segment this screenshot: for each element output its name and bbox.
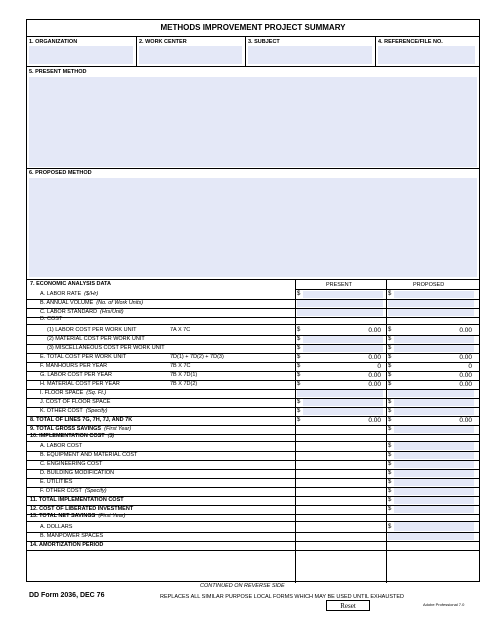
row-b-proposed-field[interactable] bbox=[388, 300, 474, 307]
row-i-present-field[interactable] bbox=[297, 390, 383, 397]
row-k-present-dollar: $ bbox=[297, 408, 301, 414]
row-a-label bbox=[40, 291, 98, 297]
row-r14 bbox=[27, 541, 479, 550]
row-g-proposed-amount[interactable]: 0.00 bbox=[459, 372, 472, 379]
row-e-proposed-amount[interactable]: 0.00 bbox=[459, 354, 472, 361]
row-r14-label bbox=[30, 542, 103, 548]
row-r9-proposed-field[interactable] bbox=[394, 426, 474, 433]
subject-cell bbox=[246, 37, 376, 67]
row-d-name: D. COST bbox=[40, 316, 63, 322]
row-j-proposed-dollar: $ bbox=[388, 399, 392, 405]
row-c-present-field[interactable] bbox=[297, 309, 383, 316]
row-j bbox=[27, 398, 479, 407]
row-d3-name: (3) MISCELLANEOUS COST PER WORK UNIT bbox=[47, 345, 165, 351]
row-g-present-dollar: $ bbox=[297, 372, 301, 378]
row-r10 bbox=[27, 434, 479, 441]
form-id: DD Form 2036, DEC 76 bbox=[29, 592, 105, 599]
row-r10c-label bbox=[40, 461, 102, 467]
row-r9-name: 9. TOTAL GROSS SAVINGS bbox=[30, 426, 102, 432]
row-a-proposed-field[interactable] bbox=[394, 291, 474, 298]
row-b-label bbox=[40, 300, 143, 306]
row-d3-present-dollar: $ bbox=[297, 345, 301, 351]
replaces-note: REPLACES ALL SIMILAR PURPOSE LOCAL FORMS WHICH MAY BE USED UNTIL EXHAUSTED bbox=[160, 594, 404, 600]
row-f-present-amount[interactable]: 0 bbox=[377, 363, 381, 370]
work-center-field[interactable] bbox=[139, 46, 242, 64]
row-r13-label bbox=[30, 513, 125, 519]
row-d2 bbox=[27, 335, 479, 344]
row-r9-label bbox=[30, 426, 131, 432]
row-h-proposed-dollar: $ bbox=[388, 381, 392, 387]
row-r13a bbox=[27, 521, 479, 532]
work-center-label: 2. WORK CENTER bbox=[139, 39, 187, 45]
proposed-col-header: PROPOSED bbox=[413, 282, 445, 288]
row-a-proposed-dollar: $ bbox=[388, 291, 392, 297]
row-r10a-proposed-dollar: $ bbox=[388, 443, 392, 449]
row-d3-present-field[interactable] bbox=[303, 345, 383, 352]
row-i-unit: (Sq. Ft.) bbox=[86, 390, 107, 396]
row-r10c-name: C. ENGINEERING COST bbox=[40, 461, 103, 467]
row-k-proposed-dollar: $ bbox=[388, 408, 392, 414]
row-r10-unit: ($) bbox=[107, 433, 115, 439]
row-r11-name: 11. TOTAL IMPLEMENTATION COST bbox=[30, 497, 124, 503]
row-c-label bbox=[40, 309, 124, 315]
row-r12-label bbox=[30, 506, 133, 512]
row-r13b bbox=[27, 532, 479, 541]
software-note: Adobe Professional 7.0 bbox=[423, 602, 465, 607]
row-k-unit: (Specify) bbox=[85, 408, 108, 414]
proposed-method-field[interactable] bbox=[29, 178, 477, 277]
row-d1-formula: 7A X 7C bbox=[170, 327, 191, 333]
row-r13-name: 13. TOTAL NET SAVINGS bbox=[30, 513, 96, 519]
row-h-present-amount[interactable]: 0.00 bbox=[368, 381, 381, 388]
row-d1 bbox=[27, 324, 479, 335]
row-e bbox=[27, 353, 479, 362]
row-b-unit: (No. of Work Units) bbox=[96, 300, 144, 306]
row-d2-present-dollar: $ bbox=[297, 336, 301, 342]
form-title: METHODS IMPROVEMENT PROJECT SUMMARY bbox=[27, 20, 479, 37]
organization-cell bbox=[27, 37, 137, 67]
row-r11-label bbox=[30, 497, 124, 503]
present-col-header: PRESENT bbox=[326, 282, 352, 288]
row-d1-present-dollar: $ bbox=[297, 327, 301, 333]
row-h-present-dollar: $ bbox=[297, 381, 301, 387]
row-e-name: E. TOTAL COST PER WORK UNIT bbox=[40, 354, 127, 360]
row-r10c-proposed-field[interactable] bbox=[394, 461, 474, 468]
row-7-label: 7. ECONOMIC ANALYSIS DATA bbox=[30, 281, 111, 287]
row-d1-present-amount[interactable]: 0.00 bbox=[368, 327, 381, 334]
row-j-proposed-field[interactable] bbox=[394, 399, 474, 406]
row-a bbox=[27, 290, 479, 299]
row-r10d-label bbox=[40, 470, 114, 476]
row-d bbox=[27, 317, 479, 324]
row-r12-proposed-field[interactable] bbox=[394, 506, 474, 513]
row-h-name: H. MATERIAL COST PER YEAR bbox=[40, 381, 120, 387]
row-r10f-unit: (Specify) bbox=[84, 488, 107, 494]
row-k-proposed-field[interactable] bbox=[394, 408, 474, 415]
row-r14-name: 14. AMORTIZATION PERIOD bbox=[30, 542, 104, 548]
row-k-name: K. OTHER COST bbox=[40, 408, 83, 414]
row-c bbox=[27, 308, 479, 317]
row-r13b-label bbox=[40, 533, 103, 539]
row-r13a-name: A. DOLLARS bbox=[40, 524, 73, 530]
row-r10e bbox=[27, 478, 479, 487]
row-r13a-proposed-dollar: $ bbox=[388, 524, 392, 530]
reference-label: 4. REFERENCE/FILE NO. bbox=[378, 39, 443, 45]
row-r8-label bbox=[30, 417, 132, 423]
row-r10a bbox=[27, 441, 479, 451]
row-r8 bbox=[27, 416, 479, 425]
row-c-unit: (Hrs/Unit) bbox=[100, 309, 124, 315]
row-r12-name: 12. COST OF LIBERATED INVESTMENT bbox=[30, 506, 134, 512]
row-c-name: C. LABOR STANDARD bbox=[40, 309, 98, 315]
economic-analysis-table bbox=[27, 279, 479, 583]
row-j-name: J. COST OF FLOOR SPACE bbox=[40, 399, 111, 405]
row-i-name: I. FLOOR SPACE bbox=[40, 390, 84, 396]
row-r8-proposed-dollar: $ bbox=[388, 417, 392, 423]
row-f-proposed-dollar: $ bbox=[388, 363, 392, 369]
row-r10f-proposed-dollar: $ bbox=[388, 488, 392, 494]
row-e-formula: 7D(1) + 7D(2) + 7D(3) bbox=[170, 354, 224, 360]
row-g bbox=[27, 371, 479, 380]
proposed-method-label: 6. PROPOSED METHOD bbox=[29, 170, 92, 176]
row-r10e-name: E. UTILITIES bbox=[40, 479, 73, 485]
row-h-proposed-amount[interactable]: 0.00 bbox=[459, 381, 472, 388]
row-r10f-proposed-field[interactable] bbox=[394, 488, 474, 495]
row-r10e-proposed-dollar: $ bbox=[388, 479, 392, 485]
row-r11-proposed-field[interactable] bbox=[394, 497, 474, 504]
row-r10d-name: D. BUILDING MODIFICATION bbox=[40, 470, 115, 476]
present-method-field[interactable] bbox=[29, 77, 477, 167]
row-f-proposed-amount[interactable]: 0 bbox=[468, 363, 472, 370]
row-r10a-label bbox=[40, 443, 82, 449]
row-d3 bbox=[27, 344, 479, 353]
row-r9-proposed-dollar: $ bbox=[388, 426, 392, 432]
row-h-formula: 7B X 7D(2) bbox=[170, 381, 198, 387]
row-r13b-proposed-field[interactable] bbox=[388, 533, 474, 540]
row-divider bbox=[27, 550, 479, 551]
work-center-cell bbox=[137, 37, 246, 67]
row-r10b-proposed-dollar: $ bbox=[388, 452, 392, 458]
row-r10e-label bbox=[40, 479, 72, 485]
row-r10b bbox=[27, 451, 479, 460]
continued-note: CONTINUED ON REVERSE SIDE bbox=[200, 583, 285, 589]
row-r13a-proposed-field[interactable] bbox=[394, 522, 474, 531]
row-i-proposed-field[interactable] bbox=[388, 390, 474, 397]
row-r10f bbox=[27, 487, 479, 496]
row-r8-name: 8. TOTAL OF LINES 7G, 7H, 7J, AND 7K bbox=[30, 417, 133, 423]
row-a-name: A. LABOR RATE bbox=[40, 291, 82, 297]
row-b-name: B. ANNUAL VOLUME bbox=[40, 300, 94, 306]
row-r13b-name: B. MANPOWER SPACES bbox=[40, 533, 104, 539]
reference-field[interactable] bbox=[378, 46, 475, 64]
row-d1-proposed-dollar: $ bbox=[388, 327, 392, 333]
reference-cell bbox=[376, 37, 479, 67]
row-a-present-field[interactable] bbox=[303, 291, 383, 298]
row-f-present-dollar: $ bbox=[297, 363, 301, 369]
row-i bbox=[27, 389, 479, 398]
row-e-present-amount[interactable]: 0.00 bbox=[368, 354, 381, 361]
row-r10a-proposed-field[interactable] bbox=[394, 442, 474, 450]
row-r10f-name: F. OTHER COST bbox=[40, 488, 82, 494]
organization-field[interactable] bbox=[29, 46, 133, 64]
row-g-formula: 7B X 7D(1) bbox=[170, 372, 198, 378]
row-f-name: F. MANHOURS PER YEAR bbox=[40, 363, 108, 369]
row-j-label bbox=[40, 399, 110, 405]
row-i-label bbox=[40, 390, 106, 396]
row-d3-proposed-field[interactable] bbox=[394, 345, 474, 352]
row-g-name: G. LABOR COST PER YEAR bbox=[40, 372, 112, 378]
row-d1-name: (1) LABOR COST PER WORK UNIT bbox=[47, 327, 137, 333]
row-a-unit: ($/Hr) bbox=[84, 291, 99, 297]
organization-label: 1. ORGANIZATION bbox=[29, 39, 78, 45]
row-g-proposed-dollar: $ bbox=[388, 372, 392, 378]
row-d1-label bbox=[47, 327, 136, 333]
row-b-present-field[interactable] bbox=[297, 300, 383, 307]
row-d2-proposed-dollar: $ bbox=[388, 336, 392, 342]
row-k bbox=[27, 407, 479, 416]
row-f-formula: 7B X 7C bbox=[170, 363, 191, 369]
row-r10b-label bbox=[40, 452, 137, 458]
row-c-proposed-field[interactable] bbox=[388, 309, 474, 316]
row-d-label bbox=[40, 316, 62, 322]
row-e-label bbox=[40, 354, 126, 360]
row-r13-unit: (First Year) bbox=[98, 513, 126, 519]
row-d3-proposed-dollar: $ bbox=[388, 345, 392, 351]
row-g-label bbox=[40, 372, 112, 378]
present-method-label: 5. PRESENT METHOD bbox=[29, 69, 87, 75]
subject-label: 3. SUBJECT bbox=[248, 39, 280, 45]
divider bbox=[27, 168, 479, 169]
row-d1-proposed-amount[interactable]: 0.00 bbox=[459, 327, 472, 334]
row-e-present-dollar: $ bbox=[297, 354, 301, 360]
row-r10c-proposed-dollar: $ bbox=[388, 461, 392, 467]
row-r10b-name: B. EQUIPMENT AND MATERIAL COST bbox=[40, 452, 138, 458]
row-a-present-dollar: $ bbox=[297, 291, 301, 297]
reset-button[interactable]: Reset bbox=[326, 600, 370, 611]
row-b bbox=[27, 299, 479, 308]
row-r10d-proposed-dollar: $ bbox=[388, 470, 392, 476]
row-r10-label bbox=[30, 433, 114, 439]
row-k-present-field[interactable] bbox=[303, 408, 383, 415]
row-r8-present-dollar: $ bbox=[297, 417, 301, 423]
row-r10-name: 10. IMPLEMENTATION COST bbox=[30, 433, 105, 439]
subject-field[interactable] bbox=[248, 46, 372, 64]
row-d3-label bbox=[47, 345, 165, 351]
row-r13 bbox=[27, 514, 479, 521]
row-r12-proposed-dollar: $ bbox=[388, 506, 392, 512]
row-g-present-amount[interactable]: 0.00 bbox=[368, 372, 381, 379]
row-k-label bbox=[40, 408, 107, 414]
row-r10a-name: A. LABOR COST bbox=[40, 443, 83, 449]
row-r8-proposed-amount[interactable]: 0.00 bbox=[459, 417, 472, 424]
row-r10c bbox=[27, 460, 479, 469]
row-f-label bbox=[40, 363, 107, 369]
row-d2-label bbox=[47, 336, 145, 342]
row-j-present-dollar: $ bbox=[297, 399, 301, 405]
row-r8-present-amount[interactable]: 0.00 bbox=[368, 417, 381, 424]
row-r10d-proposed-field[interactable] bbox=[394, 470, 474, 477]
methods-improvement-form bbox=[26, 19, 480, 582]
row-r10e-proposed-field[interactable] bbox=[394, 479, 474, 486]
row-r10b-proposed-field[interactable] bbox=[394, 452, 474, 459]
row-d2-present-field[interactable] bbox=[303, 336, 383, 343]
row-h bbox=[27, 380, 479, 389]
row-d2-proposed-field[interactable] bbox=[394, 336, 474, 343]
row-h-label bbox=[40, 381, 120, 387]
row-d2-name: (2) MATERIAL COST PER WORK UNIT bbox=[47, 336, 145, 342]
row-r11 bbox=[27, 496, 479, 505]
row-r9-unit: (First Year) bbox=[104, 426, 132, 432]
row-r10f-label bbox=[40, 488, 107, 494]
row-r11-proposed-dollar: $ bbox=[388, 497, 392, 503]
row-r10d bbox=[27, 469, 479, 478]
row-e-proposed-dollar: $ bbox=[388, 354, 392, 360]
row-f bbox=[27, 362, 479, 371]
row-j-present-field[interactable] bbox=[303, 399, 383, 406]
row-r13a-label bbox=[40, 524, 72, 530]
